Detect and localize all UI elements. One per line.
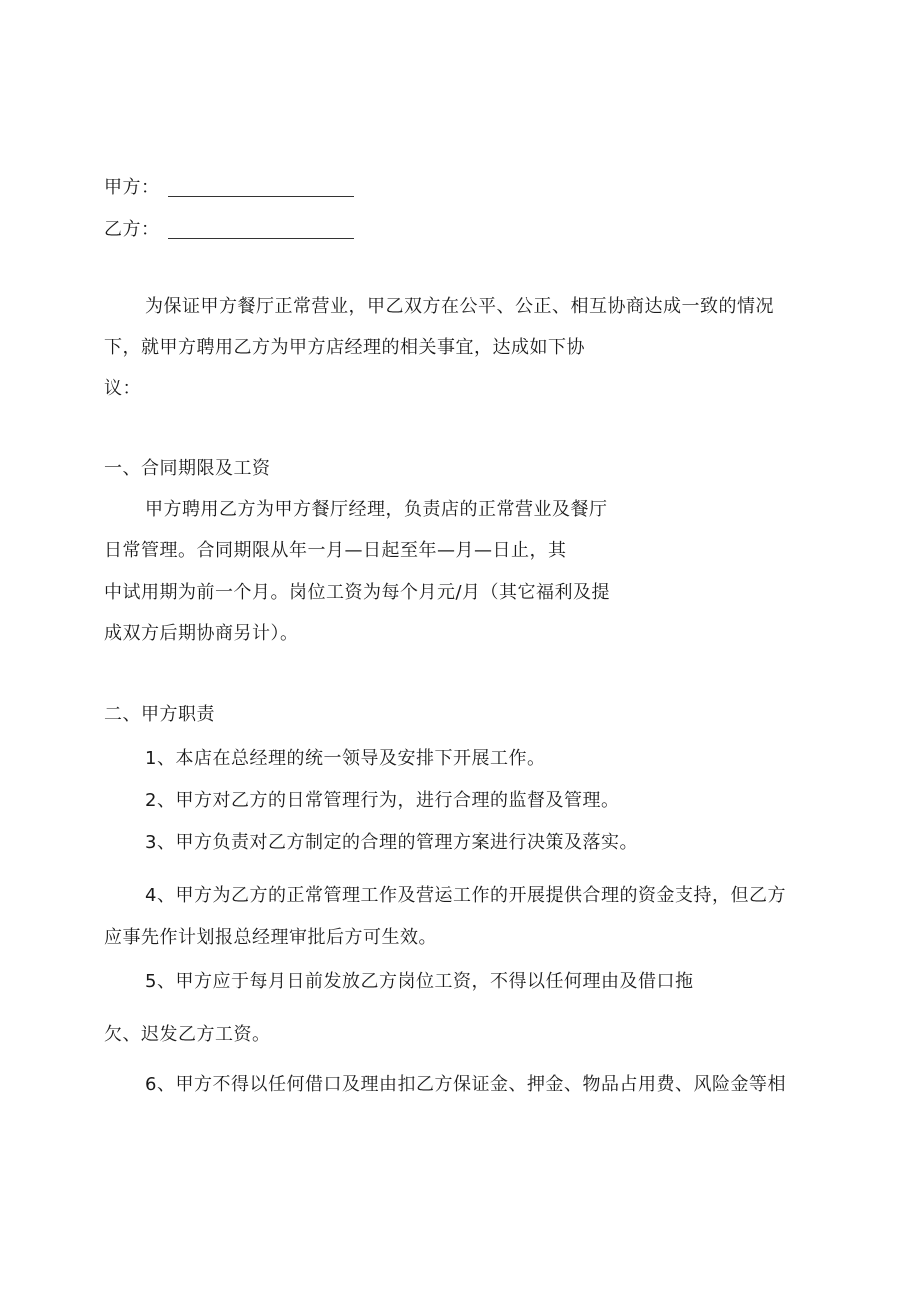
intro-line-2: 下，就甲方聘用乙方为甲方店经理的相关事宜，达成如下协 — [104, 337, 585, 358]
section-2-item-1: 1、本店在总经理的统一领导及安排下开展工作。 — [145, 748, 546, 769]
section-2-item-6-line-1: 6、甲方不得以任何借口及理由扣乙方保证金、押金、物品占用费、风险金等相 — [145, 1074, 786, 1095]
intro-line-3: 议： — [104, 378, 141, 399]
section-1-line-4: 成双方后期协商另计）。 — [104, 623, 299, 644]
party-b-label: 乙方： — [104, 219, 160, 240]
section-2-item-4-line-1: 4、甲方为乙方的正常管理工作及营运工作的开展提供合理的资金支持，但乙方 — [145, 885, 786, 906]
section-1-line-3: 中试用期为前一个月。岗位工资为每个月元/月（其它福利及提 — [104, 582, 611, 603]
section-1-line-2: 日常管理。合同期限从年一月—日起至年—月—日止，其 — [104, 540, 567, 561]
section-2-heading: 二、甲方职责 — [104, 704, 215, 725]
section-2-item-3: 3、甲方负责对乙方制定的合理的管理方案进行决策及落实。 — [145, 832, 638, 853]
section-2-item-4-line-2: 应事先作计划报总经理审批后方可生效。 — [104, 927, 437, 948]
party-a-label: 甲方： — [104, 177, 160, 198]
section-2-item-5-line-1: 5、甲方应于每月日前发放乙方岗位工资，不得以任何理由及借口拖 — [145, 971, 694, 992]
section-1-line-1: 甲方聘用乙方为甲方餐厅经理，负责店的正常营业及餐厅 — [145, 499, 608, 520]
intro-line-1: 为保证甲方餐厅正常营业，甲乙双方在公平、公正、相互协商达成一致的情况 — [145, 296, 774, 317]
section-2-item-2: 2、甲方对乙方的日常管理行为，进行合理的监督及管理。 — [145, 790, 620, 811]
section-1-heading: 一、合同期限及工资 — [104, 458, 271, 479]
party-b-blank-line — [168, 238, 354, 239]
section-2-item-5-line-2: 欠、迟发乙方工资。 — [104, 1024, 271, 1045]
party-a-blank-line — [168, 196, 354, 197]
